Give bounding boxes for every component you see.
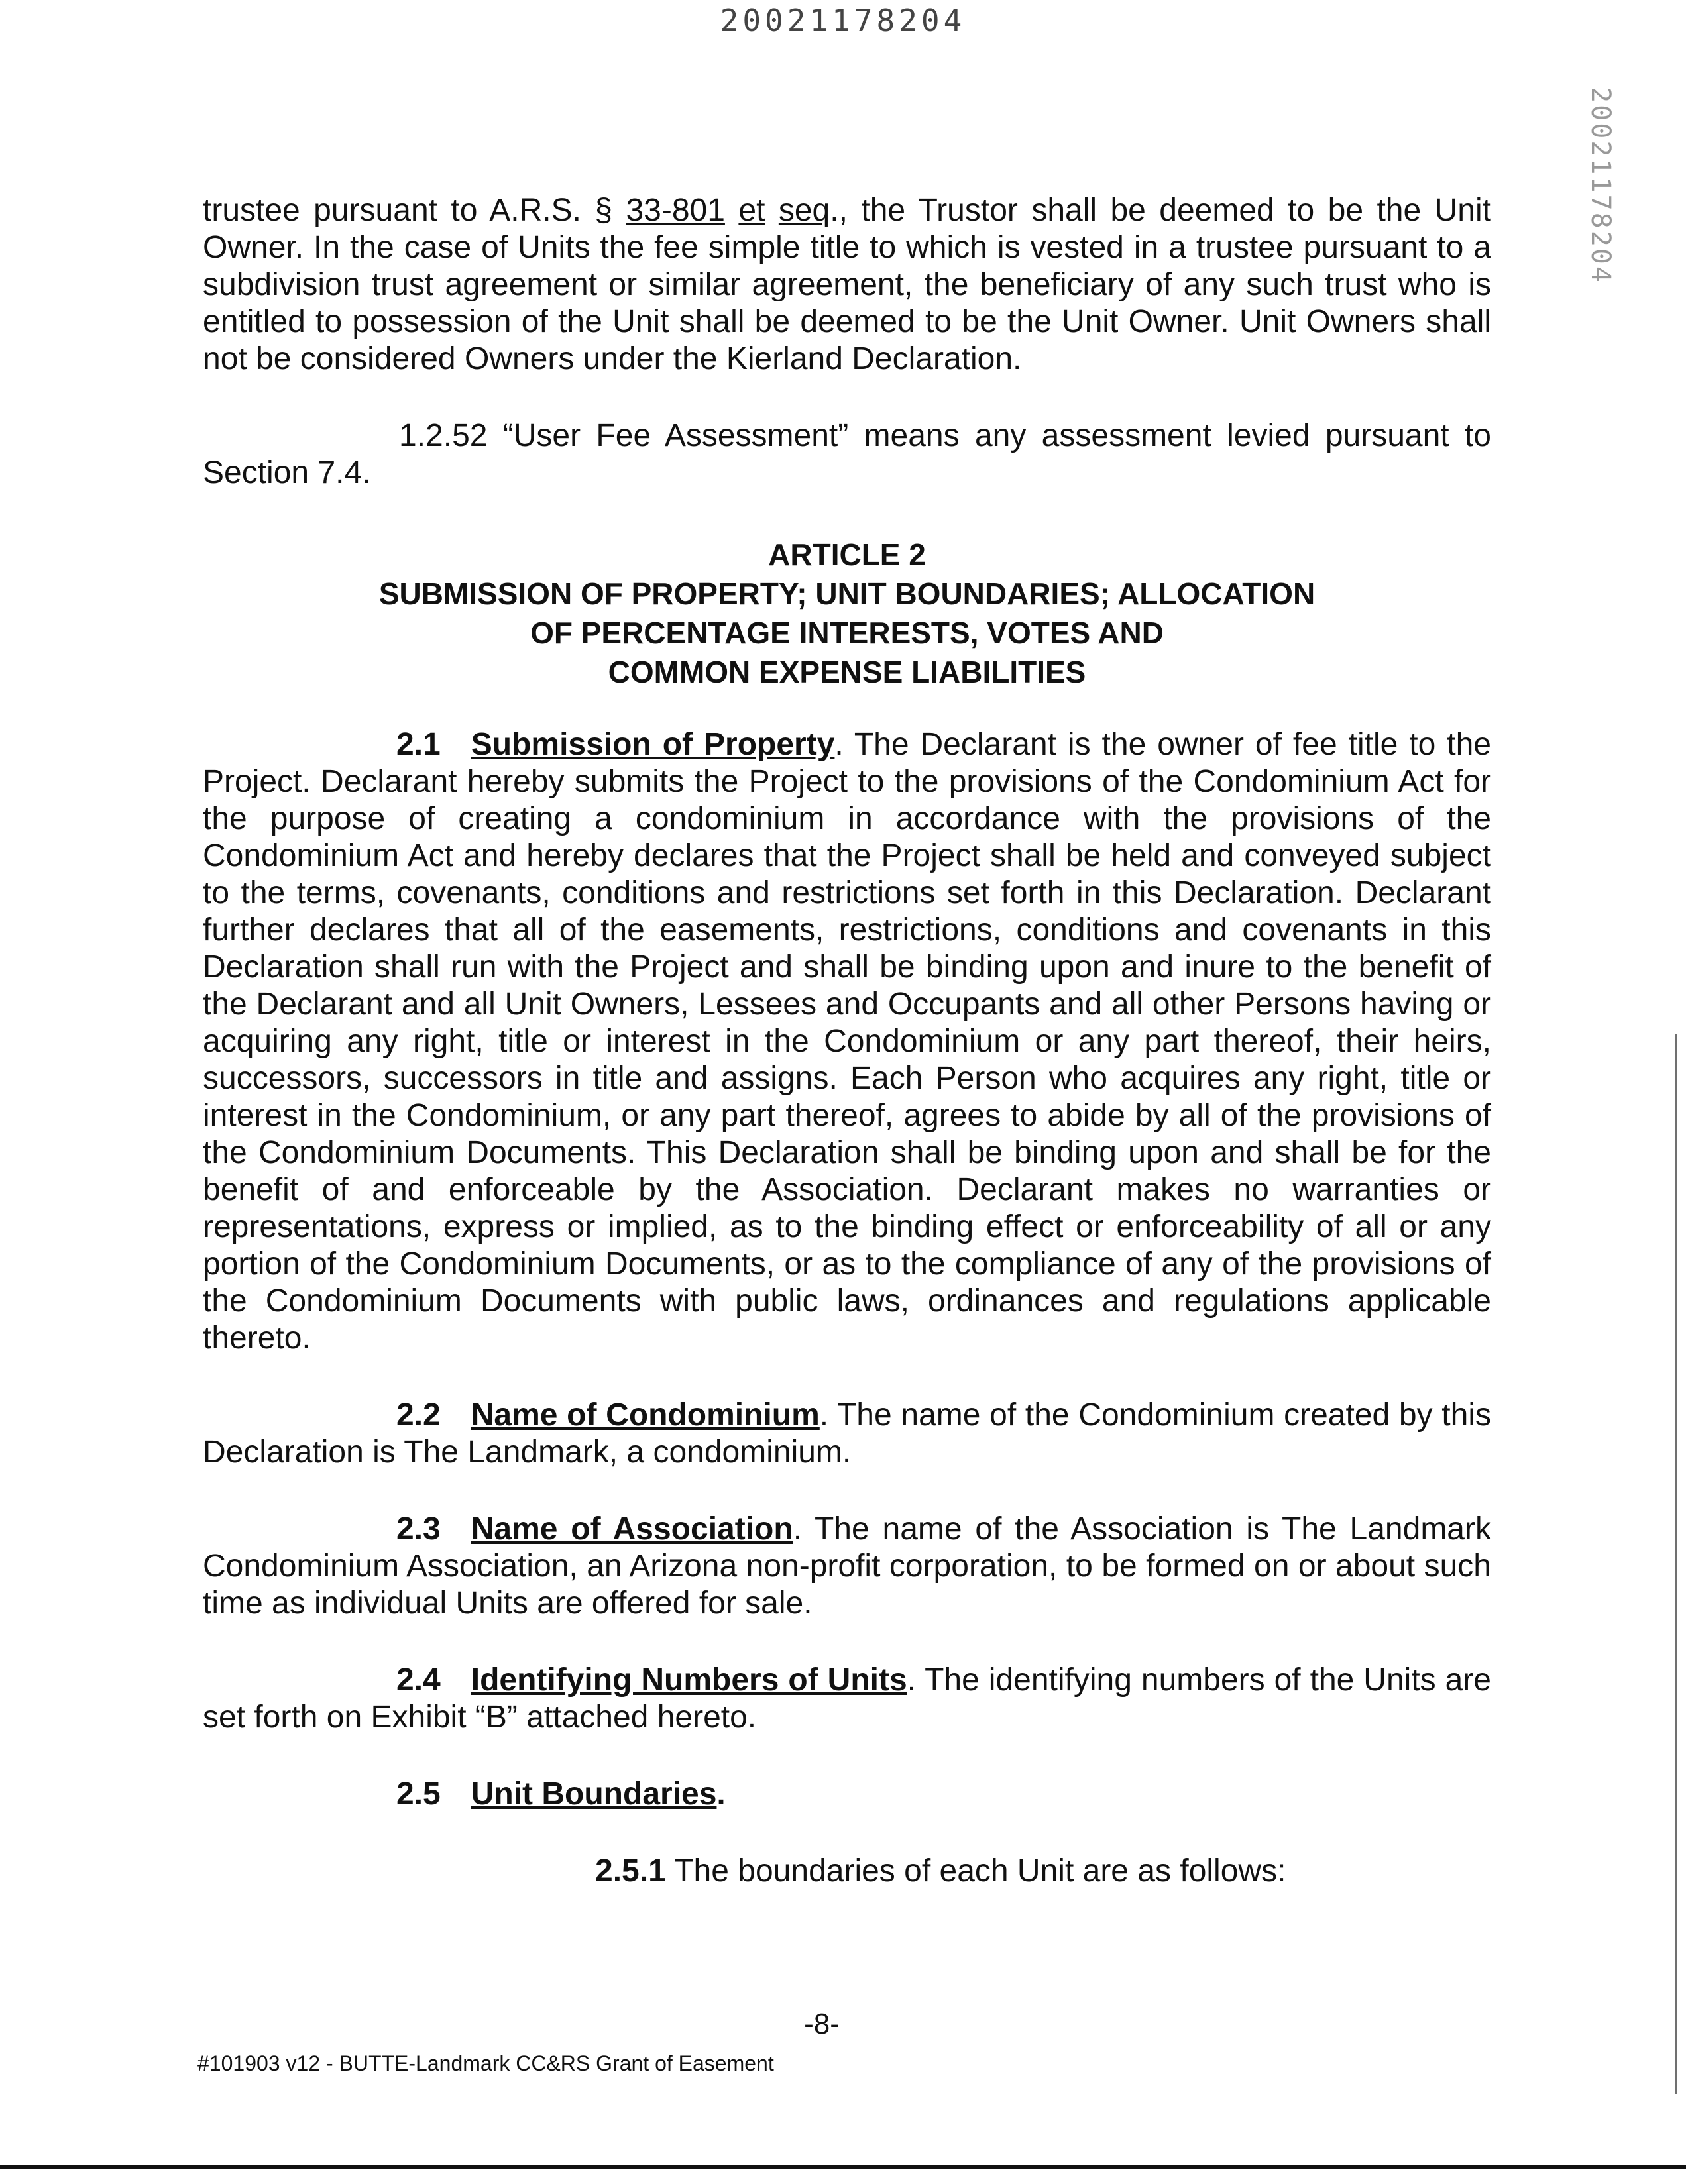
article-subtitle-line2: OF PERCENTAGE INTERESTS, VOTES AND bbox=[530, 616, 1164, 650]
text-run: ., the Trustor shall be deemed to be the Unit Owner. In the case of Units the fee simple title to which is vested in a trustee pursuant to a subdivision trust agreement or similar agreement, the beneficiary of any such trust who is entitled to possession of the Unit shall be deemed to be the Unit Owner. Unit Owners shall not be considered Owners under the Kierland Declaration. bbox=[203, 193, 1491, 376]
section-2-3 bbox=[203, 1511, 1491, 1622]
page-number: -8- bbox=[804, 2008, 840, 2040]
section-title: Unit Boundaries bbox=[471, 1776, 717, 1812]
scan-edge-line bbox=[1675, 1034, 1677, 2094]
section-2-2 bbox=[203, 1397, 1491, 1471]
section-2-5-1 bbox=[203, 1853, 1491, 1890]
statute-ref: 33-801 bbox=[626, 193, 725, 228]
bottom-border-line bbox=[0, 2165, 1686, 2169]
article-subtitle-line3: COMMON EXPENSE LIABILITIES bbox=[608, 655, 1086, 689]
section-title: Name of Condominium bbox=[471, 1397, 820, 1433]
section-title: Submission of Property bbox=[471, 727, 835, 762]
section-number: 2.4 bbox=[396, 1663, 441, 1698]
section-number: 2.2 bbox=[396, 1397, 441, 1433]
text-run: trustee pursuant to A.R.S. § bbox=[203, 193, 626, 228]
recording-number: 20021178204 bbox=[720, 3, 966, 38]
section-text: . The Declarant is the owner of fee title to the Project. Declarant hereby submits the Project to the provisions of the Condominium Act for the purpose of creating a condominium in accordance with the provisions of the Condominium Act and hereby declares that the Project shall be held and conveyed subject to the terms, covenants, conditions and restrictions set forth in this Declaration. Declarant further declares that all of the easements, restrictions, conditions and covenants in this Declaration shall run with the Project and shall be binding upon and inure to the benefit of the Declarant and all Unit Owners, Lessees and Occupants and all other Persons having or acquiring any right, title or interest in the Condominium or any part thereof, their heirs, successors, successors in title and assigns. Each Person who acquires any right, title or interest in the Condominium, or any part thereof, agrees to abide by all of the provisions of the Condominium Documents. This Declaration shall be binding upon and shall be for the benefit of and enforceable by the Association. Declarant makes no warranties or representations, express or implied, as to the binding effect or enforceability of all or any portion of the Condominium Documents, or as to the compliance of any of the provisions of the Condominium Documents with public laws, ordinances and regulations applicable thereto. bbox=[203, 727, 1491, 1356]
section-number: 2.3 bbox=[396, 1511, 441, 1547]
side-stamp-text: 20021178204 bbox=[1585, 87, 1616, 284]
section-text: . The name of the Association is The Landmark Condominium Association, an Arizona non-profit corporation, to be formed on or about such time as individual Units are offered for sale. bbox=[203, 1511, 1491, 1621]
text-run bbox=[765, 193, 778, 228]
text-run bbox=[725, 193, 738, 228]
section-text: . The name of the Condominium created by this Declaration is The Landmark, a condominium. bbox=[203, 1397, 1492, 1470]
et-text: et bbox=[738, 193, 765, 228]
section-text: . bbox=[716, 1776, 726, 1812]
document-page bbox=[203, 192, 1491, 1890]
seq-text: seq bbox=[778, 193, 830, 228]
section-2-5 bbox=[203, 1776, 1491, 1813]
article-subtitle-line1: SUBMISSION OF PROPERTY; UNIT BOUNDARIES; ALLOCATION bbox=[378, 576, 1316, 611]
section-title: Name of Association bbox=[471, 1511, 793, 1547]
side-recording-stamp bbox=[1577, 80, 1624, 292]
footer-document-id: #101903 v12 - BUTTE-Landmark CC&RS Grant of Easement bbox=[197, 2051, 774, 2075]
paragraph-trustee bbox=[203, 192, 1491, 378]
section-text: . The identifying numbers of the Units are set forth on Exhibit “B” attached hereto. bbox=[203, 1663, 1491, 1735]
section-number: 2.5.1 bbox=[595, 1853, 666, 1888]
article-title: ARTICLE 2 bbox=[768, 537, 926, 572]
section-2-4 bbox=[203, 1662, 1491, 1736]
section-2-1 bbox=[203, 726, 1491, 1357]
article-heading bbox=[203, 535, 1491, 692]
paragraph-user-fee-assessment: 1.2.52 “User Fee Assessment” means any assessment levied pursuant to Section 7.4. bbox=[203, 418, 1491, 490]
section-title: Identifying Numbers of Units bbox=[471, 1663, 907, 1698]
section-number: 2.5 bbox=[396, 1776, 441, 1812]
section-number: 2.1 bbox=[396, 727, 441, 762]
section-text: The boundaries of each Unit are as follows: bbox=[665, 1853, 1286, 1888]
